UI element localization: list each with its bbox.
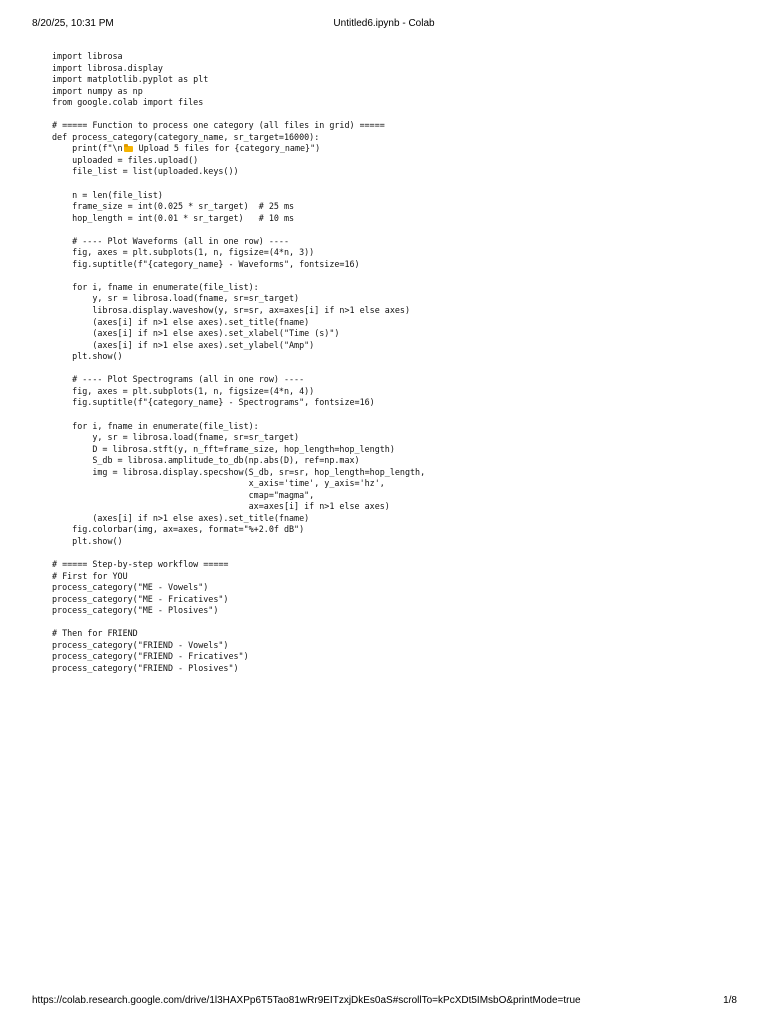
code-line <box>52 282 732 294</box>
code-line <box>52 247 732 259</box>
code-line <box>52 571 732 583</box>
code-text: uploaded = files.upload() <box>52 154 199 165</box>
code-line <box>52 190 732 202</box>
code-text: cmap="magma", <box>52 489 315 500</box>
code-line <box>52 51 732 63</box>
page-title: Untitled6.ipynb - Colab <box>333 18 435 29</box>
code-text: # Then for FRIEND <box>52 628 138 639</box>
code-text: y, sr = librosa.load(fname, sr=sr_target) <box>52 432 300 443</box>
code-text: # ---- Plot Spectrograms (all in one row) ---- <box>52 374 305 385</box>
code-text: for i, fname in enumerate(file_list): <box>52 420 259 431</box>
code-line <box>52 536 732 548</box>
folder-icon <box>124 146 133 152</box>
code-line <box>52 63 732 75</box>
code-text: D = librosa.stft(y, n_fft=frame_size, hop_length=hop_length) <box>52 443 395 454</box>
code-line <box>52 178 732 190</box>
code-line <box>52 432 732 444</box>
code-text: for i, fname in enumerate(file_list): <box>52 281 259 292</box>
code-line <box>52 490 732 502</box>
code-text: fig.suptitle(f"{category_name} - Spectrograms", fontsize=16) <box>52 397 375 408</box>
code-line <box>52 386 732 398</box>
code-text: # ===== Step-by-step workflow ===== <box>52 559 229 570</box>
code-line <box>52 421 732 433</box>
code-text: fig, axes = plt.subplots(1, n, figsize=(4*n, 3)) <box>52 247 315 258</box>
code-text: fig, axes = plt.subplots(1, n, figsize=(4*n, 4)) <box>52 385 315 396</box>
code-line <box>52 109 732 121</box>
code-line <box>52 582 732 594</box>
code-text: process_category("ME - Fricatives") <box>52 593 229 604</box>
code-line <box>52 259 732 271</box>
code-text: plt.show() <box>52 351 123 362</box>
code-cell <box>52 51 732 675</box>
code-line <box>52 120 732 132</box>
code-text: Upload 5 files for {category_name}") <box>133 143 321 154</box>
code-line <box>52 201 732 213</box>
print-url: https://colab.research.google.com/drive/1l3HAXPp6T5Tao81wRr9EITzxjDkEs0aS#scrollTo=kPcXDt5IMsbO&printMode=true <box>32 995 581 1006</box>
code-text: def process_category(category_name, sr_target=16000): <box>52 131 320 142</box>
code-line <box>52 455 732 467</box>
code-text: plt.show() <box>52 535 123 546</box>
code-text: process_category("ME - Plosives") <box>52 605 219 616</box>
code-text: import librosa <box>52 51 123 61</box>
code-line <box>52 340 732 352</box>
code-text: ax=axes[i] if n>1 else axes) <box>52 501 390 512</box>
code-text: img = librosa.display.specshow(S_db, sr=sr, hop_length=hop_length, <box>52 466 426 477</box>
code-text: from google.colab import files <box>52 97 204 108</box>
code-line <box>52 97 732 109</box>
code-line <box>52 594 732 606</box>
code-line <box>52 605 732 617</box>
code-line <box>52 478 732 490</box>
code-text: frame_size = int(0.025 * sr_target) # 25 ms <box>52 201 295 212</box>
code-line <box>52 640 732 652</box>
code-text: import numpy as np <box>52 85 143 96</box>
code-text: # First for YOU <box>52 570 128 581</box>
code-line <box>52 305 732 317</box>
code-text: process_category("FRIEND - Fricatives") <box>52 651 249 662</box>
code-line <box>52 524 732 536</box>
page-number: 1/8 <box>723 995 737 1006</box>
code-text: process_category("FRIEND - Plosives") <box>52 662 239 673</box>
code-line <box>52 236 732 248</box>
code-text: n = len(file_list) <box>52 189 163 200</box>
code-line <box>52 86 732 98</box>
code-line <box>52 166 732 178</box>
code-line <box>52 651 732 663</box>
code-line <box>52 132 732 144</box>
print-datetime: 8/20/25, 10:31 PM <box>32 18 114 29</box>
code-text: S_db = librosa.amplitude_to_db(np.abs(D), ref=np.max) <box>52 455 360 466</box>
code-text: fig.colorbar(img, ax=axes, format="%+2.0f dB") <box>52 524 305 535</box>
code-line <box>52 444 732 456</box>
code-line <box>52 397 732 409</box>
code-line <box>52 317 732 329</box>
code-line <box>52 270 732 282</box>
code-line <box>52 328 732 340</box>
code-text: print(f"\n <box>52 143 123 154</box>
code-line <box>52 143 732 155</box>
code-text: import librosa.display <box>52 62 163 73</box>
code-text: process_category("FRIEND - Vowels") <box>52 639 229 650</box>
code-line <box>52 628 732 640</box>
code-line <box>52 74 732 86</box>
code-text: (axes[i] if n>1 else axes).set_title(fname) <box>52 512 310 523</box>
code-text: fig.suptitle(f"{category_name} - Waveforms", fontsize=16) <box>52 258 360 269</box>
code-line <box>52 409 732 421</box>
code-line <box>52 501 732 513</box>
code-line <box>52 663 732 675</box>
code-text: (axes[i] if n>1 else axes).set_title(fname) <box>52 316 310 327</box>
code-line <box>52 363 732 375</box>
code-line <box>52 559 732 571</box>
code-text: # ===== Function to process one category (all files in grid) ===== <box>52 120 385 131</box>
code-text: file_list = list(uploaded.keys()) <box>52 166 239 177</box>
code-text: librosa.display.waveshow(y, sr=sr, ax=axes[i] if n>1 else axes) <box>52 305 410 316</box>
code-line <box>52 213 732 225</box>
code-line <box>52 224 732 236</box>
code-line <box>52 467 732 479</box>
code-line <box>52 548 732 560</box>
code-text: process_category("ME - Vowels") <box>52 582 209 593</box>
code-text: # ---- Plot Waveforms (all in one row) ---- <box>52 235 289 246</box>
code-text: import matplotlib.pyplot as plt <box>52 74 209 85</box>
code-line <box>52 155 732 167</box>
code-line <box>52 374 732 386</box>
code-line <box>52 617 732 629</box>
code-line <box>52 351 732 363</box>
code-text: hop_length = int(0.01 * sr_target) # 10 ms <box>52 212 295 223</box>
code-text: y, sr = librosa.load(fname, sr=sr_target) <box>52 293 300 304</box>
code-text: x_axis='time', y_axis='hz', <box>52 478 385 489</box>
code-text: (axes[i] if n>1 else axes).set_ylabel("Amp") <box>52 339 315 350</box>
code-text: (axes[i] if n>1 else axes).set_xlabel("Time (s)") <box>52 328 340 339</box>
code-line <box>52 293 732 305</box>
code-line <box>52 513 732 525</box>
